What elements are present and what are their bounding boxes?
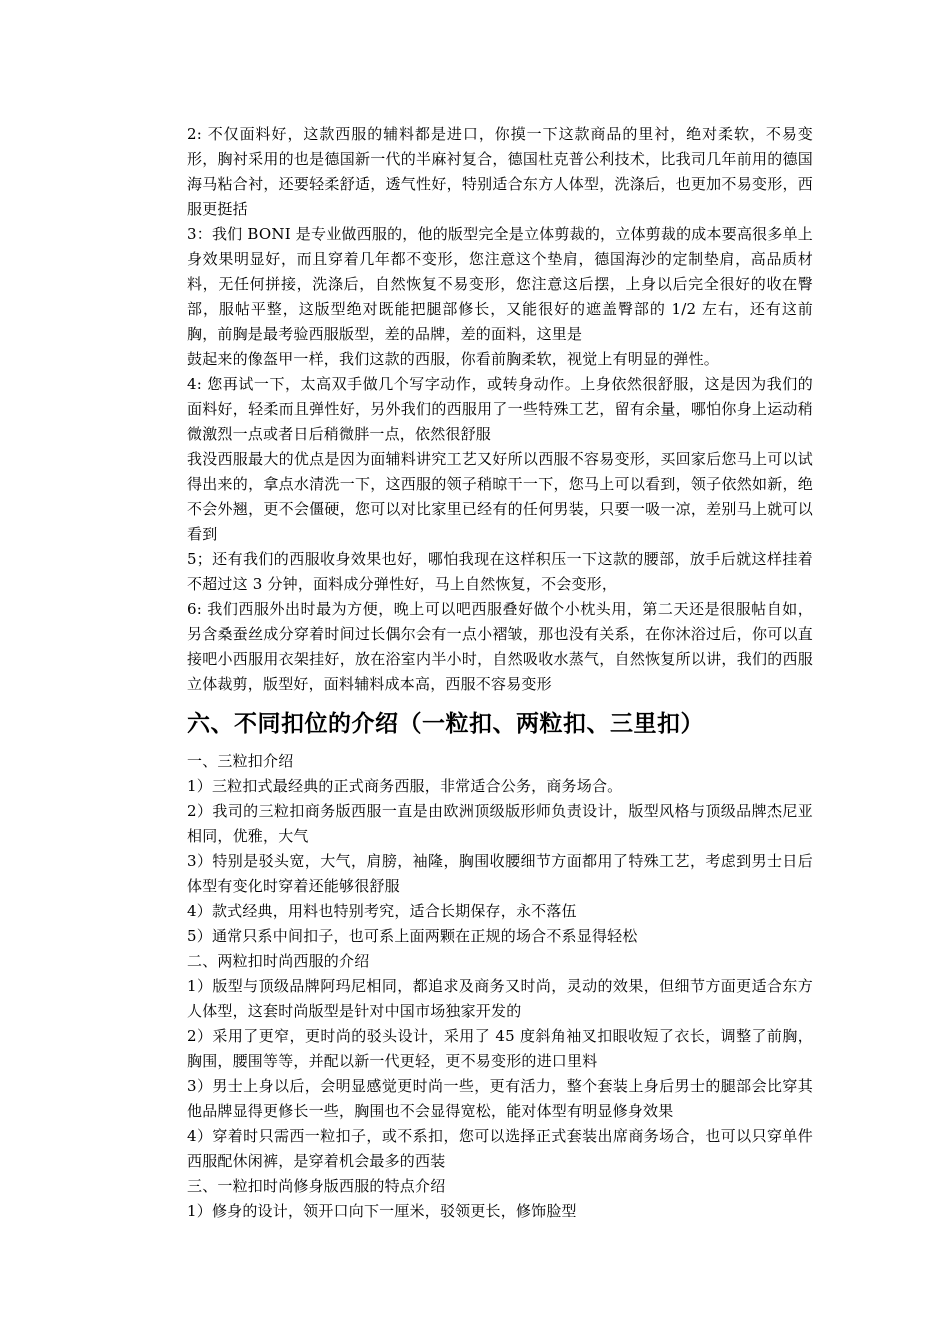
paragraph-advantage: 我没西服最大的优点是因为面辅料讲究工艺又好所以西服不容易变形，买回家后您马上可以试得出来的，拿点水清洗一下，这西服的领子稍晾干一下，您马上可以看到，领子依然如新，绝不会外翘，更不会僵硬，您可以对比家里已经有的任何男装，只要一吸一凉，差别马上就可以看到 — [187, 450, 813, 543]
paragraph-point-3: 3：我们 BONI 是专业做西服的，他的版型完全是立体剪裁的，立体剪裁的成本要高很多单上身效果明显好，而且穿着几年都不变形，您注意这个垫肩，德国海沙的定制垫肩，高品质材料，无任何拼接，洗涤后，自然恢复不易变形，您注意这后摆，上身以后完全很好的收在臀部，服帖平整，这版型绝对既能把腿部修长，又能很好的遮盖臀部的 1/2 左右，还有这前胸，前胸是最考验西服版型，差的品牌，差的面料，这里是 — [187, 225, 813, 343]
selling-points-section — [187, 122, 813, 697]
button-types-section — [187, 749, 813, 1224]
subheading-three-button: 一、三粒扣介绍 — [187, 752, 294, 770]
paragraph-point-3-continued: 鼓起来的像盔甲一样，我们这款的西服，你看前胸柔软，视觉上有明显的弹性。 — [187, 350, 720, 368]
list-item: 1）三粒扣式最经典的正式商务西服，非常适合公务，商务场合。 — [187, 777, 623, 795]
document-page — [187, 122, 813, 1224]
list-item: 5）通常只系中间扣子，也可系上面两颗在正规的场合不系显得轻松 — [187, 927, 638, 945]
section-heading: 六、不同扣位的介绍（一粒扣、两粒扣、三里扣） — [187, 711, 704, 737]
list-item: 2）我司的三粒扣商务版西服一直是由欧洲顶级版形师负责设计，版型风格与顶级品牌杰尼亚相同，优雅，大气 — [187, 802, 813, 845]
subheading-one-button: 三、一粒扣时尚修身版西服的特点介绍 — [187, 1177, 446, 1195]
list-item: 3）特别是驳头宽，大气，肩膀，袖隆，胸围收腰细节方面都用了特殊工艺，考虑到男士日后体型有变化时穿着还能够很舒服 — [187, 852, 813, 895]
list-item: 1）版型与顶级品牌阿玛尼相同，都追求及商务又时尚，灵动的效果，但细节方面更适合东方人体型，这套时尚版型是针对中国市场独家开发的 — [187, 977, 813, 1020]
list-item: 2）采用了更窄，更时尚的驳头设计，采用了 45 度斜角袖叉扣眼收短了衣长，调整了前胸，胸围，腰围等等，并配以新一代更轻，更不易变形的进口里料 — [187, 1027, 813, 1070]
list-item: 3）男士上身以后，会明显感觉更时尚一些，更有活力，整个套装上身后男士的腿部会比穿其他品牌显得更修长一些，胸围也不会显得宽松，能对体型有明显修身效果 — [187, 1077, 813, 1120]
paragraph-point-2: 2: 不仅面料好，这款西服的辅料都是进口，你摸一下这款商品的里衬，绝对柔软，不易变形，胸衬采用的也是德国新一代的半麻衬复合，德国杜克普公利技术，比我司几年前用的德国海马粘合衬，还要轻柔舒适，透气性好，特别适合东方人体型，洗涤后，也更加不易变形，西服更挺括 — [187, 125, 813, 218]
list-item: 1）修身的设计，领开口向下一厘米，驳领更长，修饰脸型 — [187, 1202, 577, 1220]
list-item: 4）穿着时只需西一粒扣子，或不系扣，您可以选择正式套装出席商务场合，也可以只穿单件西服配休闲裤，是穿着机会最多的西装 — [187, 1127, 813, 1170]
paragraph-point-5: 5；还有我们的西服收身效果也好，哪怕我现在这样积压一下这款的腰部，放手后就这样挂着不超过这 3 分钟，面料成分弹性好，马上自然恢复，不会变形， — [187, 550, 813, 593]
paragraph-point-6: 6: 我们西服外出时最为方便，晚上可以吧西服叠好做个小枕头用，第二天还是很服帖自如，另含桑蚕丝成分穿着时间过长偶尔会有一点小褶皱，那也没有关系，在你沐浴过后，你可以直接吧小西服用衣架挂好，放在浴室内半小时，自然吸收水蒸气，自然恢复所以讲，我们的西服立体裁剪，版型好，面料辅料成本高，西服不容易变形 — [187, 600, 813, 693]
list-item: 4）款式经典，用料也特别考究，适合长期保存，永不落伍 — [187, 902, 577, 920]
paragraph-point-4: 4: 您再试一下，太高双手做几个写字动作，或转身动作。上身依然很舒服，这是因为我们的面料好，轻柔而且弹性好，另外我们的西服用了一些特殊工艺，留有余量，哪怕你身上运动稍微激烈一点或者日后稍微胖一点，依然很舒服 — [187, 375, 813, 443]
subheading-two-button: 二、两粒扣时尚西服的介绍 — [187, 952, 370, 970]
